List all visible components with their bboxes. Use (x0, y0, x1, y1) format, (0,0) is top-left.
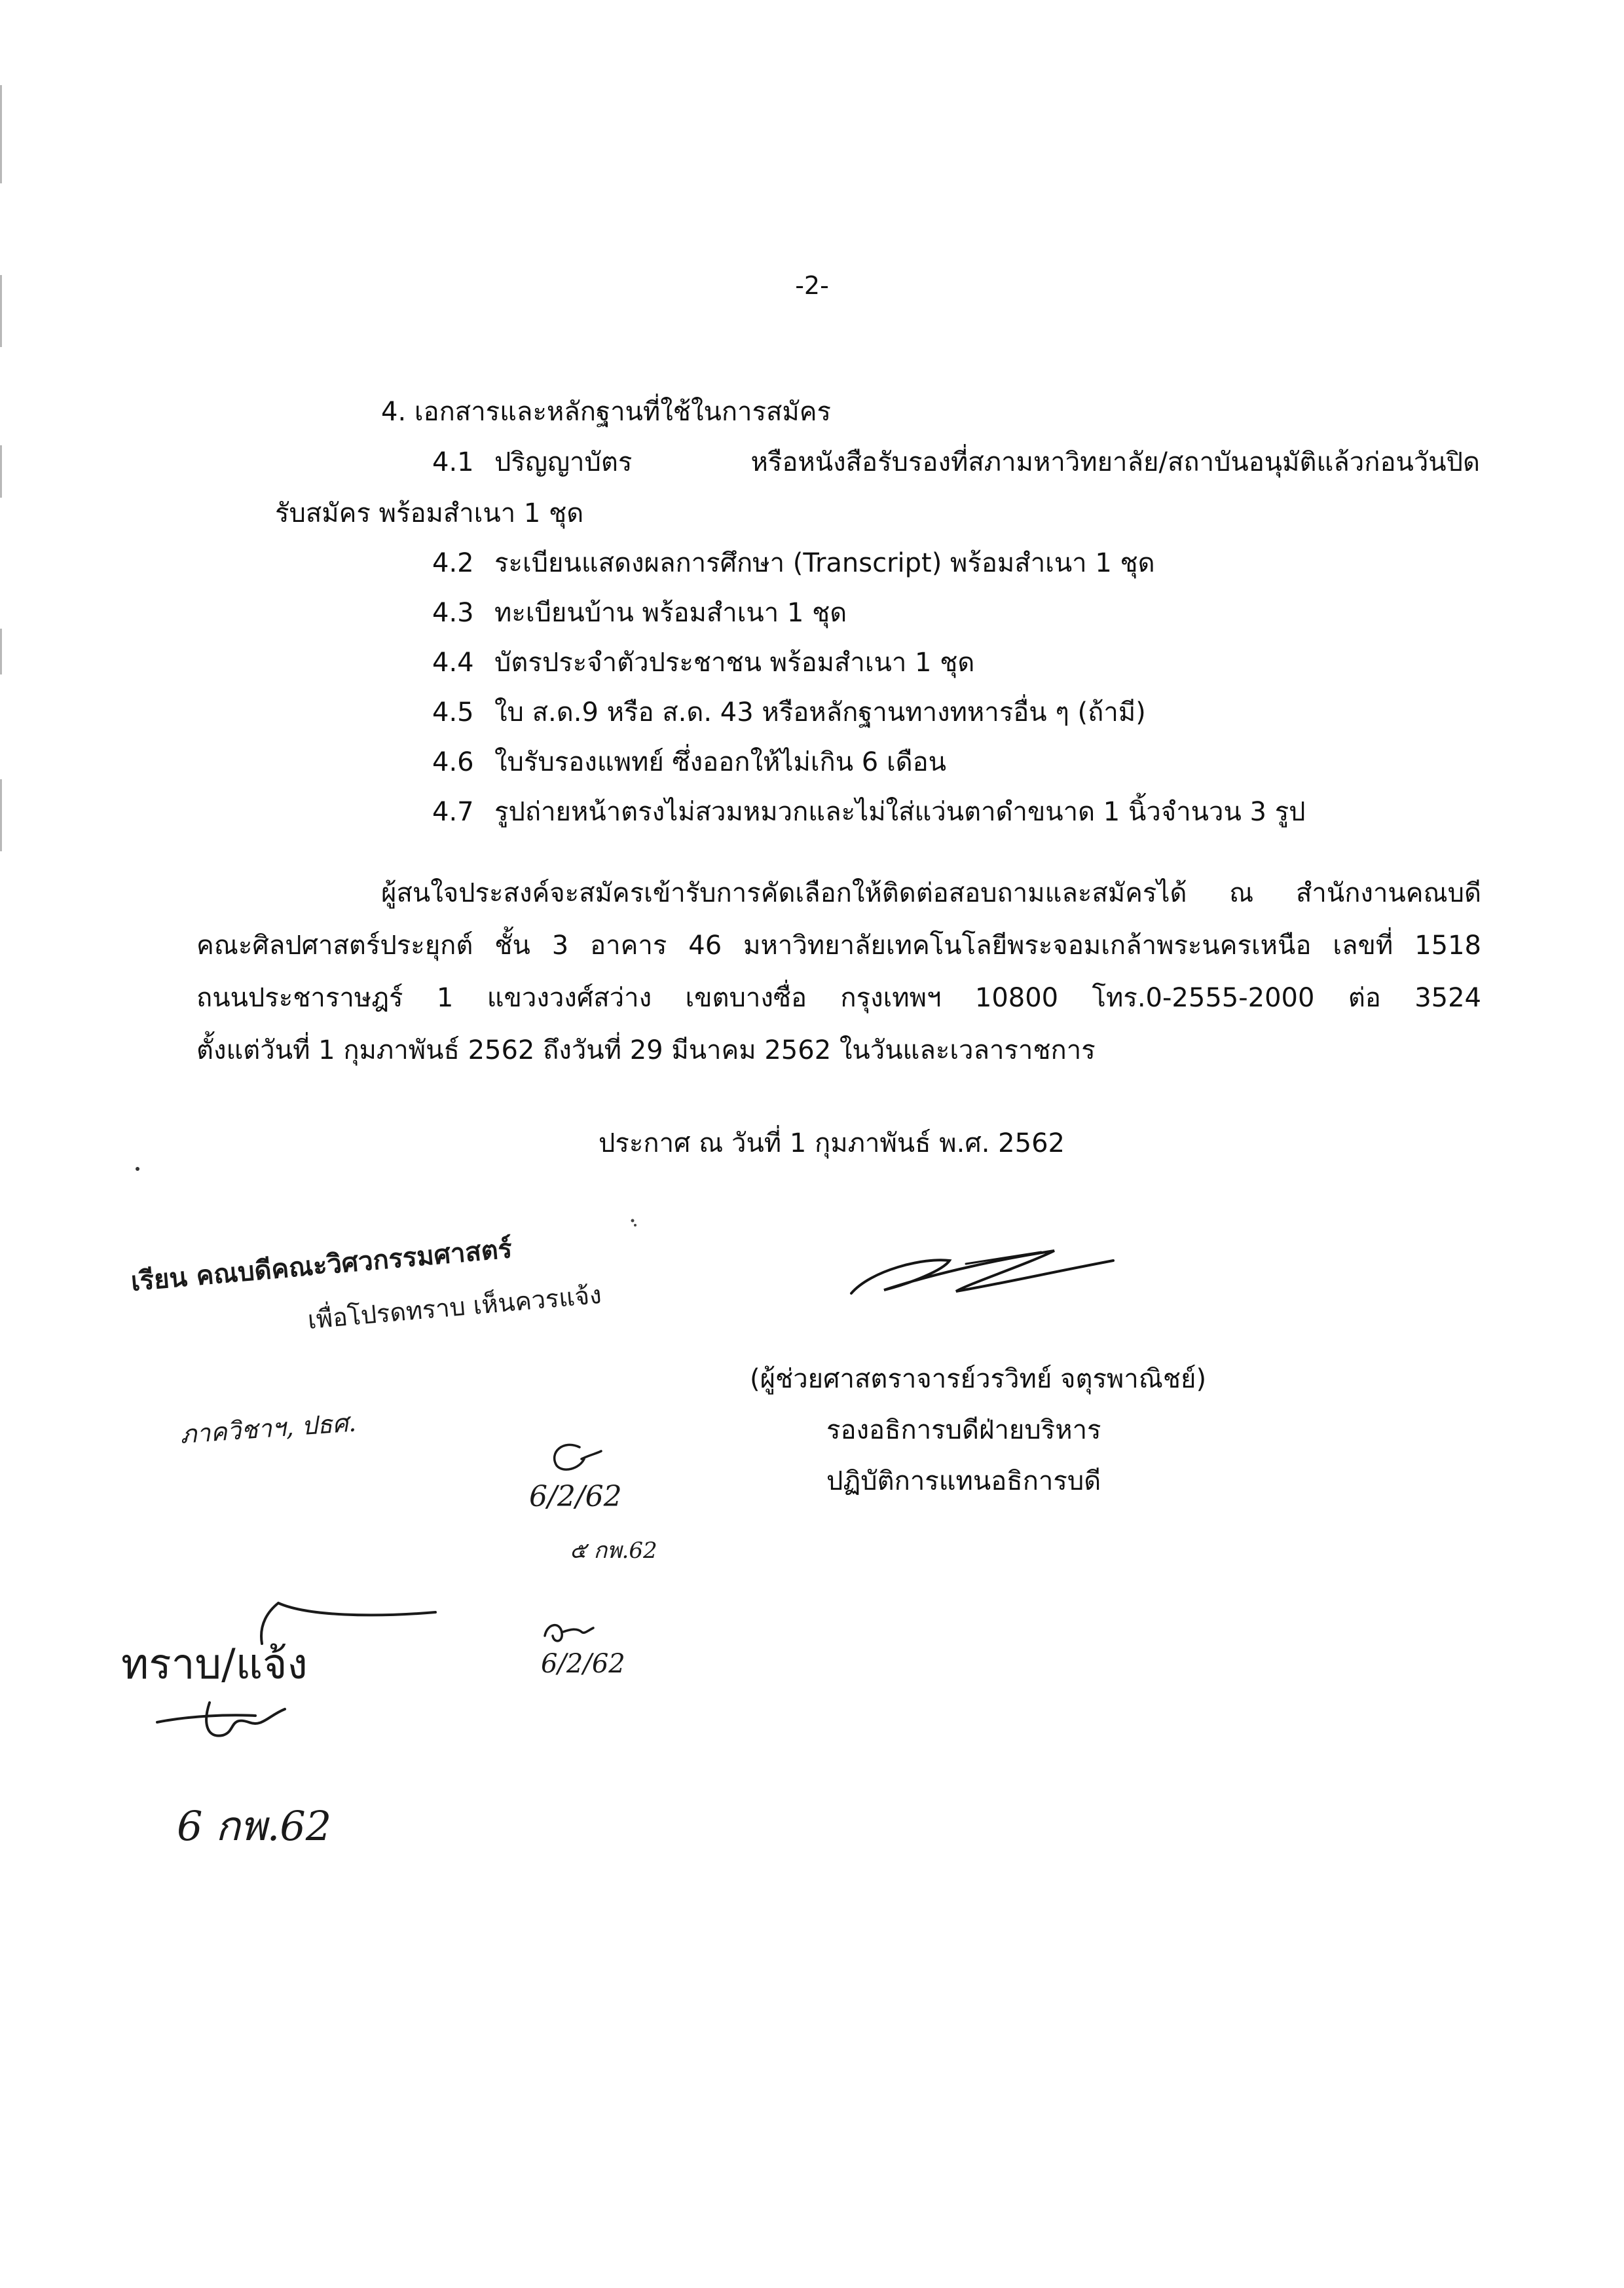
handwritten-initials (151, 1696, 295, 1748)
signatory-position: ปฏิบัติการแทนอธิการบดี (826, 1466, 1101, 1496)
list-item-text: ใบ ส.ด.9 หรือ ส.ด. 43 หรือหลักฐานทางทหารอื่น ๆ (ถ้ามี) (494, 697, 1146, 728)
handwritten-note-dept: ภาควิชาฯ, ปธศ. (179, 1408, 358, 1449)
page-number: -2- (795, 271, 829, 300)
stray-dot (629, 1217, 639, 1230)
handwritten-date: ๕ กพ.62 (570, 1538, 657, 1564)
contact-paragraph-line: ถนนประชาราษฎร์ 1 แขวงวงศ์สว่าง เขตบางซื่อ กรุงเทพฯ 10800 โทร.0-2555-2000 ต่อ 3524 (196, 983, 1481, 1013)
handwritten-acknowledged: ทราบ/แจ้ง (121, 1640, 308, 1689)
handwritten-date: 6/2/62 (529, 1480, 622, 1513)
scan-edge-mark (0, 779, 2, 851)
list-item-number: 4.3 (432, 598, 474, 628)
handwritten-date: 6/2/62 (541, 1649, 625, 1679)
list-item-number: 4.4 (432, 648, 474, 678)
list-item-number: 4.1 (432, 447, 474, 477)
list-item-text: รูปถ่ายหน้าตรงไม่สวมหมวกและไม่ใส่แว่นตาดำขนาด 1 นิ้วจำนวน 3 รูป (494, 797, 1306, 827)
handwritten-note-purpose: เพื่อโปรดทราบ เห็นควรแจ้ง (306, 1280, 603, 1335)
signatory-name: (ผู้ช่วยศาสตราจารย์วรวิทย์ จตุรพาณิชย์) (750, 1364, 1207, 1394)
scan-edge-mark (0, 445, 2, 498)
stray-dot (134, 1166, 141, 1172)
list-item-number: 4.6 (432, 747, 474, 777)
contact-paragraph-line: คณะศิลปศาสตร์ประยุกต์ ชั้น 3 อาคาร 46 มหาวิทยาลัยเทคโนโลยีพระจอมเกล้าพระนครเหนือ เลขที่ 1518 (196, 931, 1481, 961)
handwritten-date: 6 กพ.62 (177, 1802, 332, 1850)
contact-paragraph-line: ตั้งแต่วันที่ 1 กุมภาพันธ์ 2562 ถึงวันที่ 29 มีนาคม 2562 ในวันและเวลาราชการ (196, 1035, 1096, 1065)
list-item-text: ระเบียนแสดงผลการศึกษา (Transcript) พร้อมสำเนา 1 ชุด (494, 548, 1155, 578)
handwritten-initials (544, 1439, 602, 1479)
list-item-number: 4.7 (432, 797, 474, 827)
scan-edge-mark (0, 85, 2, 183)
signatory-position: รองอธิการบดีฝ่ายบริหาร (826, 1415, 1101, 1445)
contact-paragraph-line: ผู้สนใจประสงค์จะสมัครเข้ารับการคัดเลือกให้ติดต่อสอบถามและสมัครได้ ณ สำนักงานคณบดี (381, 878, 1481, 908)
list-item-text: บัตรประจำตัวประชาชน พร้อมสำเนา 1 ชุด (494, 648, 975, 678)
handwritten-note-to: เรียน คณบดีคณะวิศวกรรมศาสตร์ (129, 1233, 513, 1297)
list-item-number: 4.5 (432, 697, 474, 728)
section-heading: 4. เอกสารและหลักฐานที่ใช้ในการสมัคร (381, 397, 832, 427)
signature-scribble (845, 1231, 1120, 1303)
announcement-date: ประกาศ ณ วันที่ 1 กุมภาพันธ์ พ.ศ. 2562 (599, 1128, 1065, 1158)
list-item-text: ทะเบียนบ้าน พร้อมสำเนา 1 ชุด (494, 598, 847, 628)
scan-edge-mark (0, 275, 2, 347)
list-item-text-continued: รับสมัคร พร้อมสำเนา 1 ชุด (275, 498, 584, 528)
list-item-text: ปริญญาบัตร หรือหนังสือรับรองที่สภามหาวิทยาลัย/สถาบันอนุมัติแล้วก่อนวันปิด (494, 447, 1480, 477)
handwritten-initials (541, 1610, 600, 1649)
list-item-text: ใบรับรองแพทย์ ซึ่งออกให้ไม่เกิน 6 เดือน (494, 747, 946, 777)
scan-edge-mark (0, 629, 2, 674)
list-item-number: 4.2 (432, 548, 474, 578)
